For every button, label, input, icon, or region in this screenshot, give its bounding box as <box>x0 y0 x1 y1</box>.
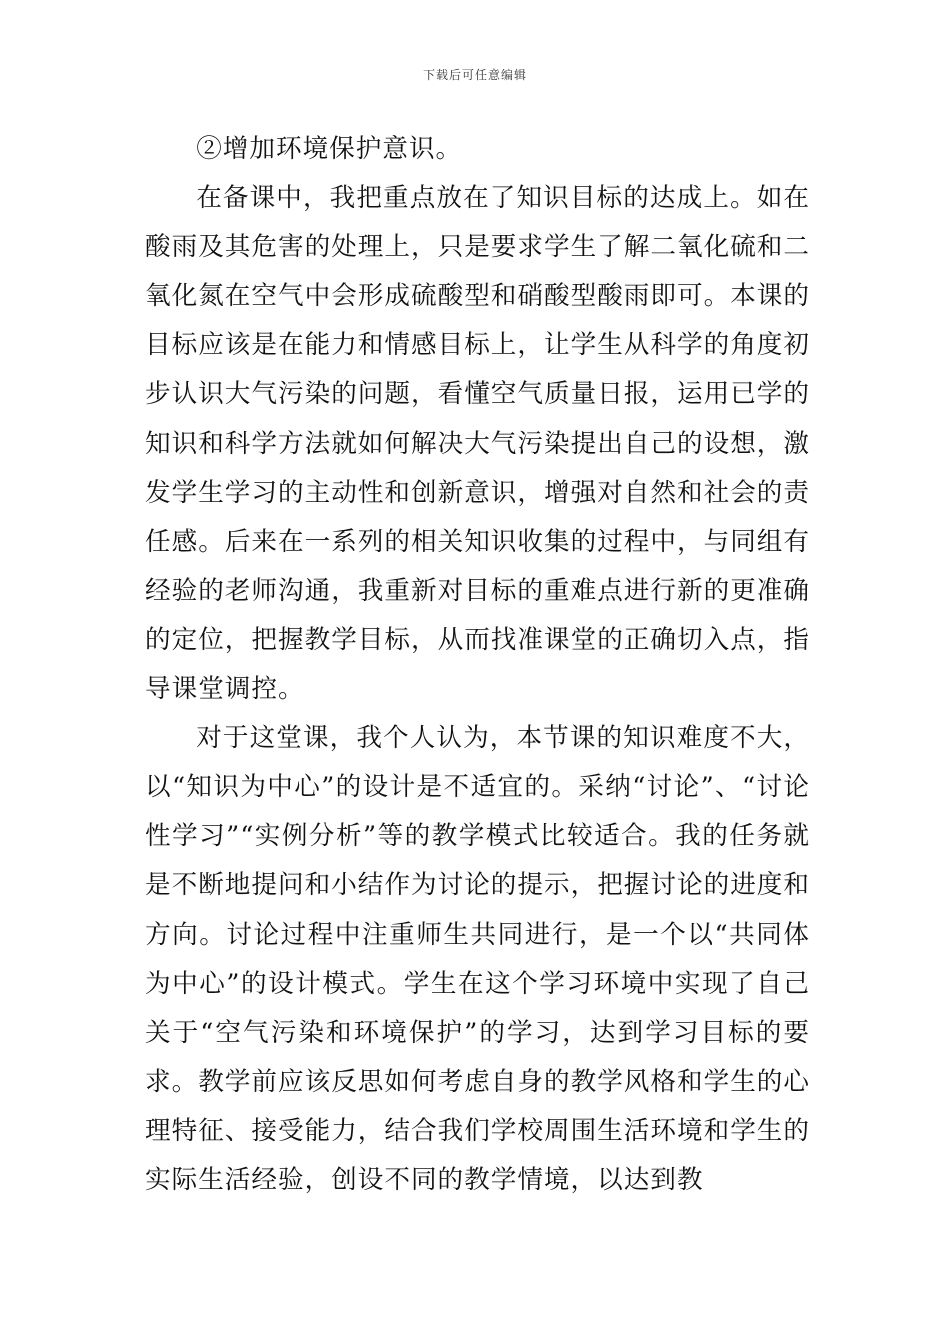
paragraph: 对于这堂课，我个人认为，本节课的知识难度不大，以“知识为中心”的设计是不适宜的。采纳“讨论”、“讨论性学习”“实例分析”等的教学模式比较适合。我的任务就是不断地提问和小结作为讨论的提示，把握讨论的进度和方向。讨论过程中注重师生共同进行，是一个以“共同体为中心”的设计模式。学生在这个学习环境中实现了自己关于“空气污染和环境保护”的学习，达到学习目标的要求。教学前应该反思如何考虑自身的教学风格和学生的心理特征、接受能力，结合我们学校周围生活环境和学生的实际生活经验，创设不同的教学情境，以达到教 <box>145 723 810 1195</box>
paragraph: ②增加环境保护意识。 <box>196 134 463 164</box>
header-note: 下载后可任意编辑 <box>422 68 527 82</box>
paragraph: 在备课中，我把重点放在了知识目标的达成上。如在酸雨及其危害的处理上，只是要求学生了解二氧化硫和二氧化氮在空气中会形成硫酸型和硝酸型酸雨即可。本课的目标应该是在能力和情感目标上，让学生从科学的角度初步认识大气污染的问题，看懂空气质量日报，运用已学的知识和科学方法就如何解决大气污染提出自己的设想，激发学生学习的主动性和创新意识，增强对自然和社会的责任感。后来在一系列的相关知识收集的过程中，与同组有经验的老师沟通，我重新对目标的重难点进行新的更准确的定位，把握教学目标，从而找准课堂的正确切入点，指导课堂调控。 <box>145 183 810 705</box>
document-body <box>145 125 810 1205</box>
